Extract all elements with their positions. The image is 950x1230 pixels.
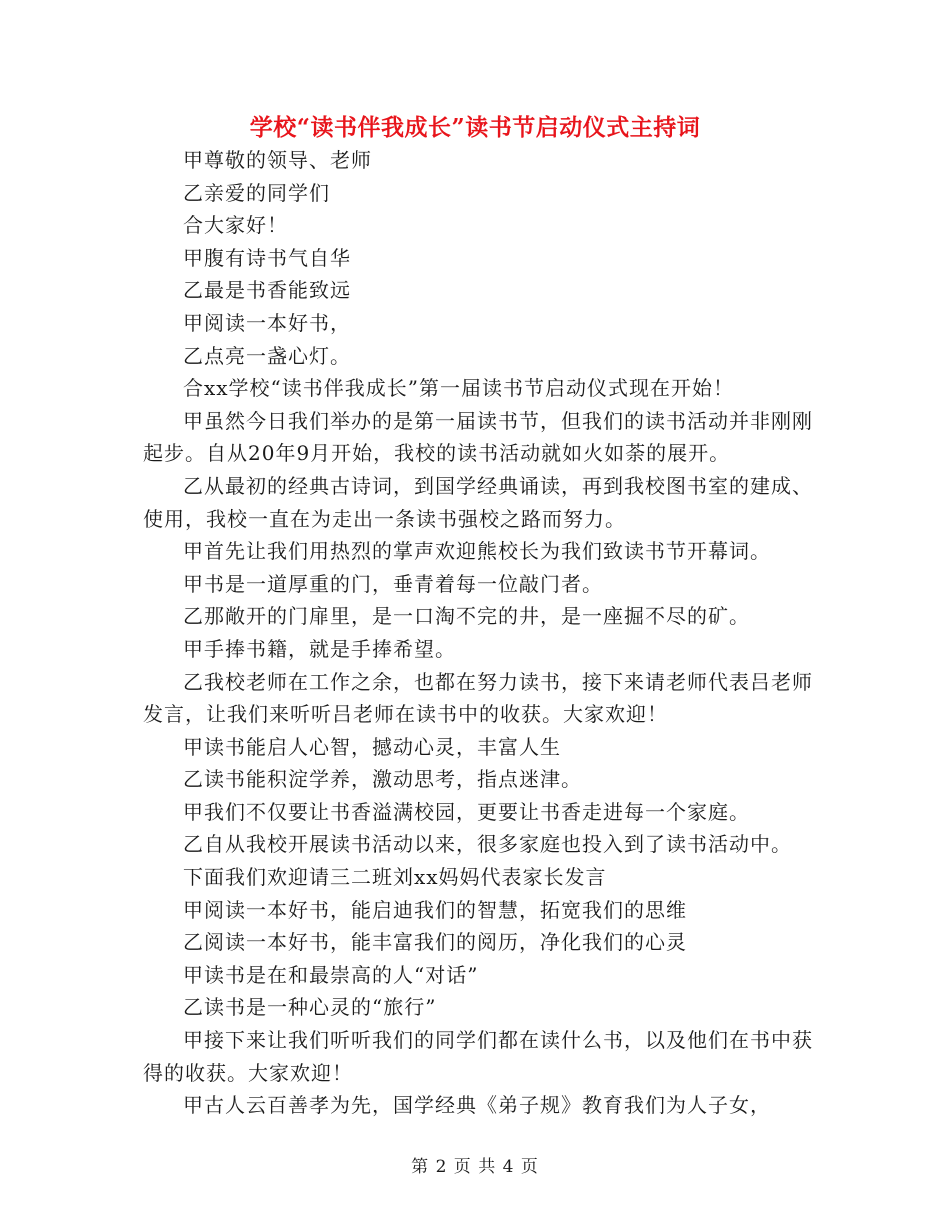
paragraph: 甲书是一道厚重的门，垂青着每一位敲门者。 — [183, 571, 603, 596]
paragraph: 甲读书能启人心智，撼动心灵，丰富人生 — [183, 734, 561, 759]
paragraph: 乙亲爱的同学们 — [183, 180, 330, 205]
paragraph: 乙阅读一本好书，能丰富我们的阅历，净化我们的心灵 — [183, 930, 687, 955]
paragraph: 下面我们欢迎请三二班刘xx妈妈代表家长发言 — [183, 865, 607, 890]
paragraph: 乙我校老师在工作之余，也都在努力读书，接下来请老师代表吕老师发言，让我们来听听吕老师在读书中的收获。大家欢迎！ — [143, 669, 813, 727]
paragraph: 乙那敞开的门扉里，是一口淘不完的井，是一座掘不尽的矿。 — [183, 604, 750, 629]
paragraph: 合xx学校“读书伴我成长”第一届读书节启动仪式现在开始！ — [183, 376, 735, 401]
paragraph: 甲读书是在和最崇高的人“对话” — [183, 962, 479, 987]
paragraph: 乙自从我校开展读书活动以来，很多家庭也投入到了读书活动中。 — [183, 832, 792, 857]
paragraph: 甲尊敬的领导、老师 — [183, 148, 372, 172]
paragraph: 甲手捧书籍，就是手捧希望。 — [183, 636, 456, 661]
paragraph: 甲阅读一本好书，能启迪我们的智慧，拓宽我们的思维 — [183, 897, 687, 922]
paragraph: 乙从最初的经典古诗词，到国学经典诵读，再到我校图书室的建成、使用，我校一直在为走出一条读书强校之路而努力。 — [143, 473, 813, 531]
page-footer: 第 2 页 共 4 页 — [411, 1157, 539, 1177]
paragraph: 甲虽然今日我们举办的是第一届读书节，但我们的读书活动并非刚刚起步。自从20年9月开始，我校的读书活动就如火如荼的展开。 — [143, 408, 813, 466]
paragraph: 甲接下来让我们听听我们的同学们都在读什么书，以及他们在书中获得的收获。大家欢迎！ — [143, 1028, 813, 1085]
paragraph: 甲古人云百善孝为先，国学经典《弟子规》教育我们为人子女， — [183, 1093, 771, 1118]
paragraph: 乙读书是一种心灵的“旅行” — [183, 995, 437, 1020]
document-body — [143, 144, 823, 1122]
paragraph: 甲首先让我们用热烈的掌声欢迎熊校长为我们致读书节开幕词。 — [183, 539, 771, 564]
paragraph: 乙读书能积淀学养，激动思考，指点迷津。 — [183, 767, 582, 792]
paragraph: 甲腹有诗书气自华 — [183, 245, 351, 270]
paragraph: 乙点亮一盏心灯。 — [183, 343, 351, 368]
paragraph: 乙最是书香能致远 — [183, 278, 351, 303]
paragraph: 甲阅读一本好书， — [183, 310, 351, 335]
paragraph: 合大家好！ — [183, 213, 288, 238]
document-title: 学校“读书伴我成长”读书节启动仪式主持词 — [249, 114, 701, 141]
paragraph: 甲我们不仅要让书香溢满校园，更要让书香走进每一个家庭。 — [183, 799, 750, 824]
